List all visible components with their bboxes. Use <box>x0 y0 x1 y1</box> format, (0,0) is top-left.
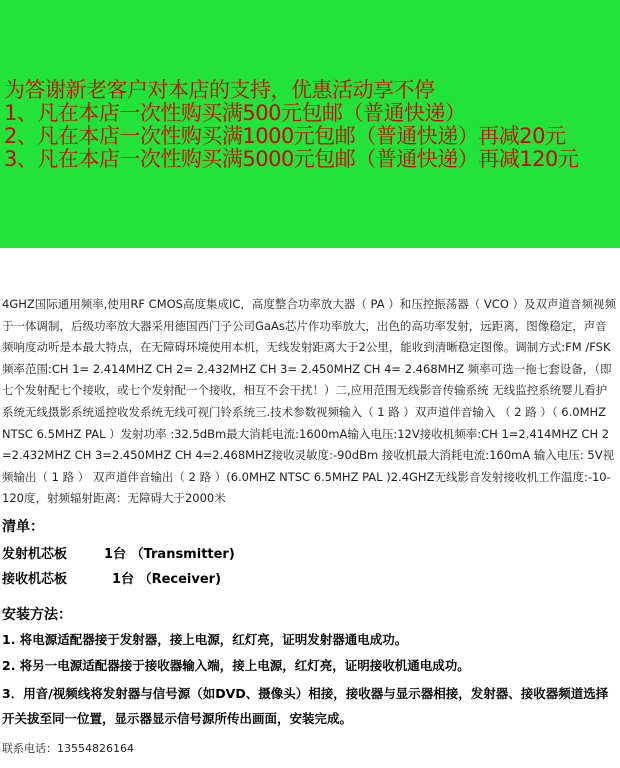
packing-item-qty: 1台 （Transmitter) <box>104 547 235 562</box>
promo-banner <box>0 0 620 248</box>
packing-item-name: 接收机芯板 <box>2 572 68 587</box>
packing-item <box>2 568 302 587</box>
contact-phone: 联系电话：13554826164 <box>2 742 134 755</box>
promo-line-2: 2、凡在本店一次性购买满1000元包邮（普通快递）再减20元 <box>4 124 566 148</box>
packing-list-title: 清单： <box>2 519 44 535</box>
packing-item-name: 发射机芯板 <box>2 547 68 562</box>
promo-line-3: 3、凡在本店一次性购买满5000元包邮（普通快递）再减120元 <box>4 147 579 171</box>
packing-item <box>2 543 302 562</box>
promo-line-1: 1、凡在本店一次性购买满500元包邮（普通快递） <box>4 101 466 125</box>
packing-item-qty: 1台 （Receiver) <box>112 572 222 587</box>
install-step-1: 1. 将电源适配器接于发射器，接上电源，红灯亮，证明发射器通电成功。 <box>2 632 408 647</box>
install-step-2: 2. 将另一电源适配器接于接收器输入端，接上电源，红灯亮，证明接收机通电成功。 <box>2 658 470 673</box>
install-title: 安装方法： <box>2 607 72 623</box>
install-step-3: 3．用音/视频线将发射器与信号源（如DVD、摄像头）相接，接收器与显示器相接，发射器、接收器频道选择开关拔至同一位置，显示器显示信号源所传出画面，安装完成。 <box>2 686 609 726</box>
promo-headline: 为答谢新老客户对本店的支持，优惠活动享不停 <box>4 78 435 102</box>
product-description: 4GHZ国际通用频率,使用RF CMOS高度集成IC，高度整合功率放大器（ PA ）和压控振荡器（ VCO ）及双声道音频视频于一体调制，后级功率放大器采用德国西门子公司GaAs芯片作功率放大，出色的高功率发射，远距离，图像稳定，声音频响度动听是本最大特点，在无障碍环境使用本机，无线发射距离大于2公里，能收到清晰稳定图像。调制方式:FM /FSK 频率范围:CH 1= 2.414MHZ CH 2= 2.432MHZ CH 3= 2.450MHZ CH 4= 2.468MHZ 频率可选一拖七套设备，（即七个发射配七个接收，或七个发射配一个接收，相互不会干扰！）二,应用范围无线影音传输系统 无线监控系统婴儿看护系统无线摄影系统遥控收发系统无线可视门铃系统三.技术参数视频输入（ 1 路 ）双声道伴音输入 （ 2 路 ）（ 6.0MHZ NTSC 6.5MHZ PAL ）发射功率 :32.5dBm最大消耗电流:1600mA输入电压:12V接收机频率:CH 1=2.414MHZ CH 2=2.432MHZ CH 3=2.450MHZ CH 4=2.468MHZ接收灵敏度:-90dBm 接收机最大消耗电流:160mA 输入电压: 5V视频输出（ 1 路 ） 双声道伴音输出（ 2 路 ）(6.0MHZ NTSC 6.5MHZ PAL )2.4GHZ无线影音发射接收机工作温度:-10-120度，射频辐射距离：无障碍大于2000米 <box>2 297 617 506</box>
